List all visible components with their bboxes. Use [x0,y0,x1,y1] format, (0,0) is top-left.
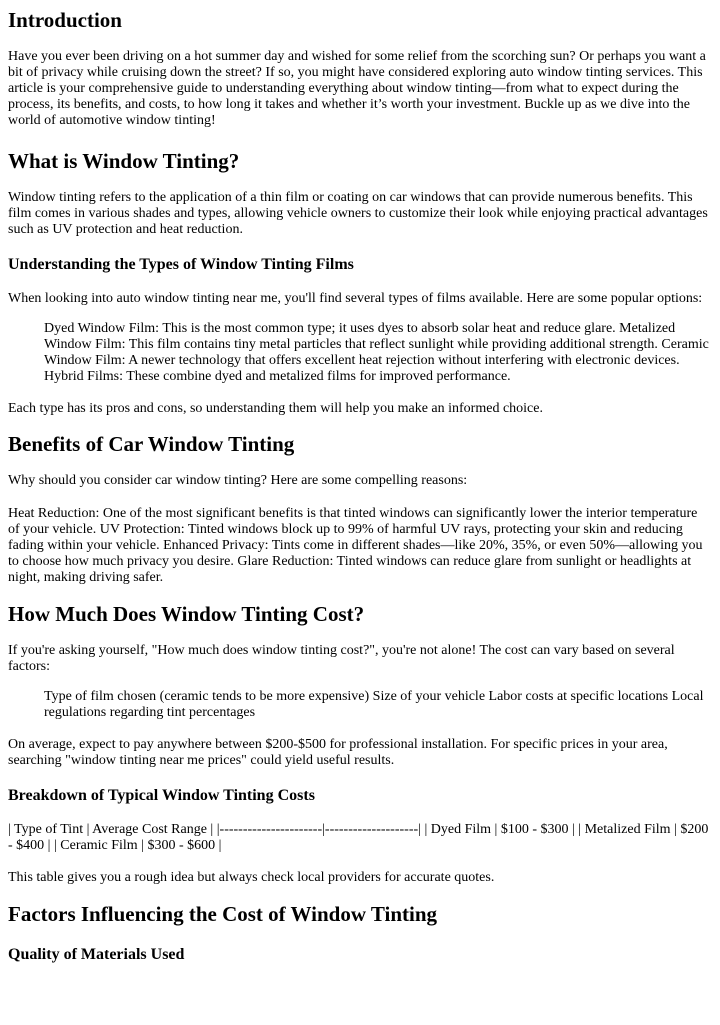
benefits-intro-paragraph: Why should you consider car window tinting? Here are some compelling reasons: [8,473,468,488]
types-list-quote: Dyed Window Film: This is the most common type; it uses dyes to absorb solar heat and reduce glare. Metalized Window Film: This film contains tiny metal particles that reflect sunlight while providing additional strength. Ceramic Window Film: A newer technology that offers excellent heat rejection without interfering with electronic devices. Hybrid Films: These combine dyed and metalized films for improved performance. [44,321,709,384]
cost-outro-paragraph: On average, expect to pay anywhere between $200-$500 for professional installation. For specific prices in your area, searching "window tinting near me prices" could yield useful results. [8,737,668,768]
what-paragraph: Window tinting refers to the application of a thin film or coating on car windows that can provide numerous benefits. This film comes in various shades and types, allowing vehicle owners to customize their look while enjoying practical advantages such as UV protection and heat reduction. [8,190,708,237]
benefits-paragraph: Heat Reduction: One of the most significant benefits is that tinted windows can significantly lower the interior temperature of your vehicle. UV Protection: Tinted windows block up to 99% of harmful UV rays, protecting your skin and reducing fading within your vehicle. Enhanced Privacy: Tints come in different shades—like 20%, 35%, or even 50%—allowing you to choose how much privacy you desire. Glare Reduction: Tinted windows can reduce glare from sunlight or headlights at night, making driving safer. [8,506,703,585]
quality-heading: Quality of Materials Used [8,946,185,963]
factors-heading: Factors Influencing the Cost of Window Tinting [8,902,438,926]
intro-paragraph: Have you ever been driving on a hot summer day and wished for some relief from the scorching sun? Or perhaps you want a bit of privacy while cruising down the street? If so, you might have considered exploring auto window tinting services. This article is your comprehensive guide to understanding everything about window tinting—from what to expect during the process, its benefits, and costs, to how long it takes and whether it’s worth your investment. Buckle up as we dive into the world of automotive window tinting! [8,49,706,128]
cost-intro-paragraph: If you're asking yourself, "How much does window tinting cost?", you're not alone! The cost can vary based on several factors: [8,643,675,674]
breakdown-heading: Breakdown of Typical Window Tinting Costs [8,787,315,804]
types-outro-paragraph: Each type has its pros and cons, so understanding them will help you make an informed choice. [8,401,543,416]
breakdown-outro-paragraph: This table gives you a rough idea but always check local providers for accurate quotes. [8,870,495,885]
cost-factors-quote: Type of film chosen (ceramic tends to be more expensive) Size of your vehicle Labor costs at specific locations Local regulations regarding tint percentages [44,689,704,720]
article [0,8,720,964]
benefits-heading: Benefits of Car Window Tinting [8,432,295,456]
cost-heading: How Much Does Window Tinting Cost? [8,602,365,626]
cost-table-text: | Type of Tint | Average Cost Range | |----------------------|--------------------| | Dyed Film | $100 - $300 | | Metalized Film | $200 - $400 | | Ceramic Film | $300 - $600 | [8,822,709,853]
types-heading: Understanding the Types of Window Tinting Films [8,256,354,273]
what-heading: What is Window Tinting? [8,149,240,173]
types-intro-paragraph: When looking into auto window tinting near me, you'll find several types of films available. Here are some popular options: [8,291,703,306]
intro-heading: Introduction [8,8,122,32]
